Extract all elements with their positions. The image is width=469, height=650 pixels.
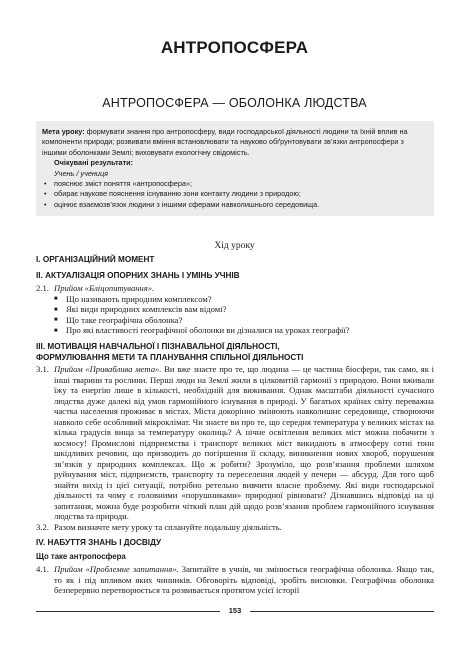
goal-text: формувати знання про антропосферу, види господарської діяльності людини та їхній вплив на компоненти природи; розвивати вміння встановлювати та науково обґрунтовувати зв’язки антропосфери з іншими оболонками Землі; виховувати екологічну свідомість. [42,127,408,157]
item-number: 3.1. [36,364,49,374]
item-number: 2.1. [36,283,49,293]
section-heading-4: IV. НАБУТТЯ ЗНАНЬ І ДОСВІДУ [36,538,162,547]
results-subject: Учень / учениця [54,168,109,178]
paragraph-text: Запитайте в учнів, чи змінюється географічна оболонка. Якщо так, то як і під впливом яких чинників. Обговоріть відповіді, зробіть висновки. Географічна оболонка безперервно перетворюється та розвивається протягом усієї історії [54,564,434,595]
lesson-title: АНТРОПОСФЕРА — ОБОЛОНКА ЛЮДСТВА [102,96,367,110]
reception-name: «Приваблива мета». [85,364,162,374]
section-heading-3-line2: ФОРМУЛЮВАННЯ МЕТИ ТА ПЛАНУВАННЯ СПІЛЬНОЇ ДІЯЛЬНОСТІ [36,353,304,362]
item-4-1-text [54,564,434,596]
question-item: ■ Про які властивості географічної оболонки ви дізналися на уроках географії? [36,325,434,336]
paragraph-text: Ви вже знаєте про те, що людина — це частина біосфери, так само, як і інші тварини та рослини. Перші люди на Землі жили в цілковитій гармонії з природою. Вони вживали їжу та енергію лише в кількості, необхідній для виживання. Однак масштаби діяльності сучасного людства дуже далекі від умов гармонійного існування в природі. У багатьох країнах світу переважна частка населення проживає в містах. Міста докорінно змінюють навколишнє середовище, створюючи навколо себе особливий мікроклімат. Чи знаєте ви про те, що середня температура у великих містах на кілька градусів вища за температуру околиць? А нічне освітлення великих міст можна побачити з космосу! Промислові підприємства і транспорт великих міст викидають в атмосферу сотні тонн шкідливих речовин, що призводить до погіршення її складу, виникнення нових хвороб, порушення зв’язків у природних комплексах. Що ж робити? Зрозуміло, що розв’язання проблеми шляхом руйнування міст, підприємств, транспорту та переселення людей у печери — абсурд. Для того щоб знайти вихід із цієї ситуації, потрібно ретельно вивчити власне проблему. Які види господарської діяльності та чому є головними «порушниками» природної рівноваги? Дізнавшись відповіді на ці запитання, можна буде розробити чіткий план дій щодо розв’язання проблем гармонійного існування людства та природи. [54,364,434,521]
question-item: ■ Що називають природним комплексом? [36,294,434,305]
reception-prefix: Прийом [54,564,86,574]
subsection-heading: Що таке антропосфера [36,552,126,561]
page-number: 153 [220,606,250,615]
results-list [42,179,428,210]
reception-name: «Проблемне запитання». [85,564,179,574]
chapter-title: АНТРОПОСФЕРА [160,38,309,57]
result-item: • оцінює взаємозв’язок людини з іншими сферами навколишнього середовища. [42,200,428,210]
section-heading-1: І. ОРГАНІЗАЦІЙНИЙ МОМЕНТ [36,255,155,264]
paragraph-text: Разом визначте мету уроку та сплануйте подальшу діяльність. [54,522,282,532]
item-number: 4.1. [36,564,49,574]
reception-prefix: Прийом [54,364,86,374]
reception-name: Прийом «Бліцопитування». [54,283,155,293]
question-item: ■ Що таке географічна оболонка? [36,315,434,326]
section-heading-3-line1: ІІІ. МОТИВАЦІЯ НАВЧАЛЬНОЇ І ПІЗНАВАЛЬНОЇ ДІЯЛЬНОСТІ, [36,342,280,351]
result-item: • обирає наукове пояснення існуванню зони контакту людини з природою; [42,189,428,199]
item-3-1-text [54,364,434,522]
course-title: Хід уроку [214,241,255,251]
question-item: ■ Які види природних комплексів вам відомі? [36,304,434,315]
goal-label: Мета уроку: [42,127,85,136]
result-item: • пояснює зміст поняття «антропосфера»; [42,179,428,189]
item-3-1 [36,364,434,522]
section-heading-2: ІІ. АКТУАЛІЗАЦІЯ ОПОРНИХ ЗНАНЬ І УМІНЬ УЧНІВ [36,271,240,280]
lesson-goal [42,127,428,158]
results-heading: Очікувані результати: [54,158,134,168]
item-4-1 [36,564,434,596]
item-3-2 [36,522,434,533]
section-heading-3 [36,341,434,363]
item-number: 3.2. [36,522,49,532]
item-2-1 [36,283,434,336]
lesson-goals-box [36,121,434,216]
